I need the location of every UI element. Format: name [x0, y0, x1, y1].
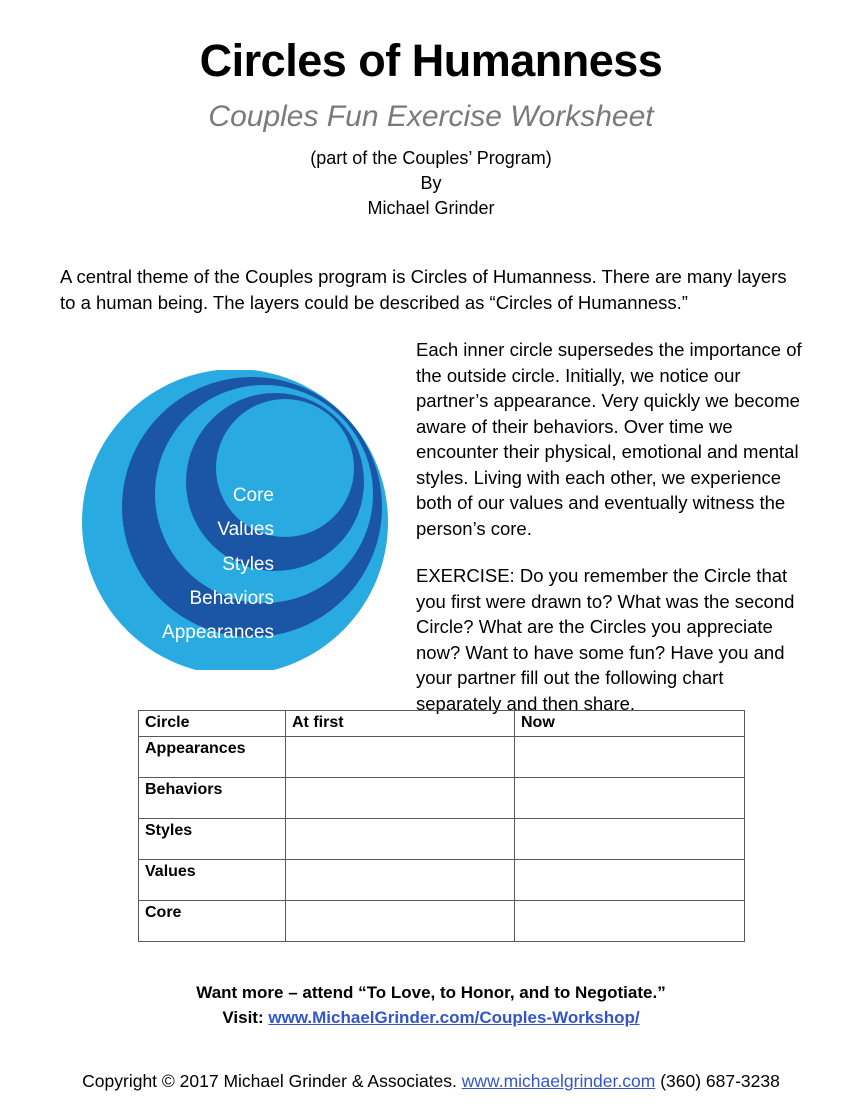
explanation-column: [416, 337, 808, 716]
ring-core: [216, 399, 354, 540]
cell-core-now[interactable]: [515, 901, 745, 942]
circles-diagram-svg: [72, 370, 402, 670]
michaelgrinder-link[interactable]: www.michaelgrinder.com: [461, 1071, 656, 1091]
visit-label: Visit:: [222, 1007, 264, 1027]
cell-core-at-first[interactable]: [286, 901, 515, 942]
promo-block: [0, 981, 862, 1030]
cell-styles-now[interactable]: [515, 819, 745, 860]
circle-label-styles: Styles: [222, 554, 274, 575]
copyright-line: [0, 1071, 862, 1092]
table-header-row: [139, 711, 745, 737]
cell-behaviors-at-first[interactable]: [286, 778, 515, 819]
page-subtitle: Couples Fun Exercise Worksheet: [208, 99, 654, 133]
page-title: Circles of Humanness: [199, 35, 663, 86]
circle-label-appearances: Appearances: [162, 622, 274, 643]
cell-values-now[interactable]: [515, 860, 745, 901]
intro-paragraph: A central theme of the Couples program is Circles of Humanness. There are many layers to a human being. The layers could be described as “Circles of Humanness.”: [60, 265, 787, 314]
circle-label-core: Core: [232, 485, 274, 506]
table-row: [139, 737, 745, 778]
row-label-core: Core: [139, 901, 286, 942]
row-label-styles: Styles: [139, 819, 286, 860]
cell-appearances-now[interactable]: [515, 737, 745, 778]
byline-block: [0, 134, 862, 220]
circle-label-behaviors: Behaviors: [189, 588, 274, 609]
promo-visit-line: [0, 1006, 862, 1031]
table-header-now: Now: [515, 711, 745, 737]
cell-appearances-at-first[interactable]: [286, 737, 515, 778]
table-row: [139, 901, 745, 942]
copyright-text: Copyright © 2017 Michael Grinder & Associates.: [82, 1071, 457, 1091]
row-label-behaviors: Behaviors: [139, 778, 286, 819]
couples-workshop-link[interactable]: www.MichaelGrinder.com/Couples-Workshop/: [268, 1007, 640, 1027]
cell-behaviors-now[interactable]: [515, 778, 745, 819]
exercise-paragraph: EXERCISE: Do you remember the Circle that you first were drawn to? What was the second Circle? What are the Circles you appreciate now? Want to have some fun? Have you and your partner fill out the following chart separately and then share.: [416, 565, 795, 714]
phone-number: (360) 687-3238: [660, 1071, 780, 1091]
table-header-circle: Circle: [139, 711, 286, 737]
by-label: By: [420, 172, 442, 193]
circle-label-values: Values: [217, 519, 274, 540]
row-label-appearances: Appearances: [139, 737, 286, 778]
circles-of-humanness-diagram: [72, 370, 402, 670]
promo-line: Want more – attend “To Love, to Honor, and to Negotiate.”: [196, 983, 666, 1002]
program-note: (part of the Couples’ Program): [310, 148, 552, 168]
cell-styles-at-first[interactable]: [286, 819, 515, 860]
cell-values-at-first[interactable]: [286, 860, 515, 901]
table-row: [139, 778, 745, 819]
table-header-at-first: At first: [286, 711, 515, 737]
explanation-paragraph: Each inner circle supersedes the importance of the outside circle. Initially, we notice our partner’s appearance. Very quickly we become aware of their behaviors. Over time we encounter their physical, emotional and mental styles. Living with each other, we experience both of our values and eventually witness the person’s core.: [416, 339, 802, 539]
author-name: Michael Grinder: [367, 197, 495, 218]
row-label-values: Values: [139, 860, 286, 901]
table-row: [139, 819, 745, 860]
worksheet-table: [138, 710, 745, 942]
table-row: [139, 860, 745, 901]
